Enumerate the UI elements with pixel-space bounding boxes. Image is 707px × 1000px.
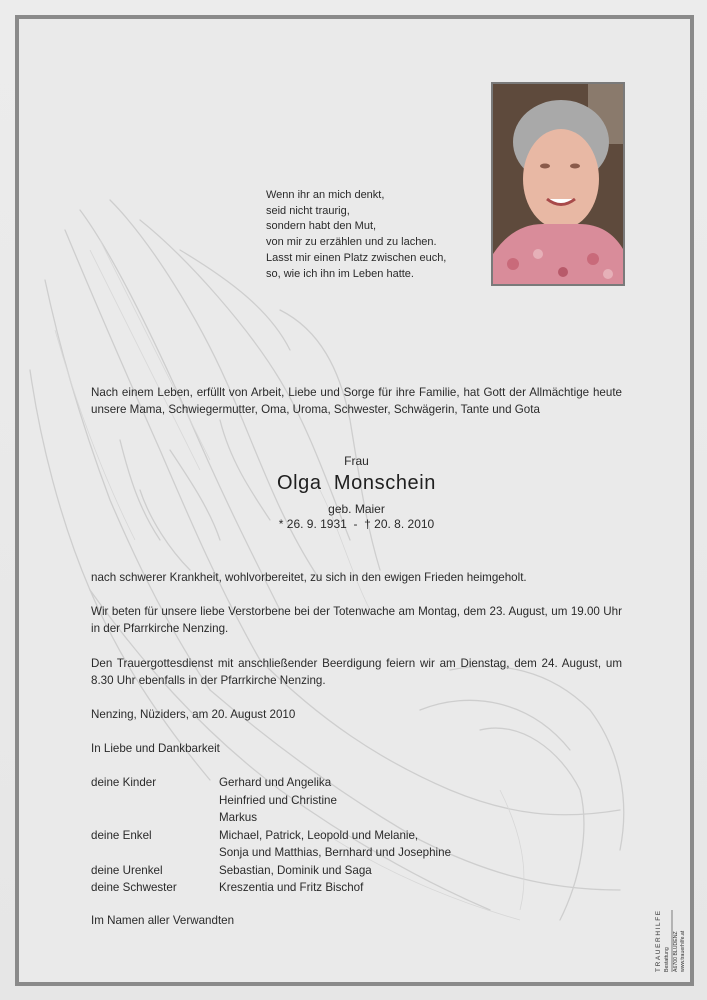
mourner-names: Michael, Patrick, Leopold und Melanie,: [219, 828, 419, 842]
funeral-text: Den Trauergottesdienst mit anschließender Beerdigung feiern wir am Dienstag, dem 24. August, um 8.30 Uhr ebenfalls in der Pfarrkirche Nenzing.: [91, 657, 622, 687]
mourner-relation: [91, 792, 219, 810]
mourner-names: Markus: [219, 811, 258, 824]
brand-sub: Bestattung: [664, 947, 670, 972]
mourner-relation: deine Kinder: [91, 776, 157, 789]
life-dates: * 26. 9. 1931 - † 20. 8. 2010: [278, 517, 435, 531]
brand-name: TRAUERHILFE: [655, 909, 662, 972]
wake-text: Wir beten für unsere liebe Verstorbene bei der Totenwache am Montag, dem 23. August, um 19.00 Uhr in der Pfarrkirche Nenzing.: [91, 605, 622, 635]
poem-line: seid nicht traurig,: [266, 204, 350, 217]
love-line: In Liebe und Dankbarkeit: [91, 742, 220, 755]
mourner-names: Kreszentia und Fritz Bischof: [219, 881, 364, 894]
mourners-list: [91, 774, 451, 897]
poem: [266, 188, 476, 282]
poem-line: so, wie ich ihn im Leben hatte.: [266, 267, 414, 280]
brand-address: A6700 BLUDENZ: [673, 931, 679, 972]
poem-line: von mir zu erzählen und zu lachen.: [266, 236, 437, 249]
mourner-row: [91, 774, 451, 792]
portrait-photo: [491, 82, 625, 286]
birth-name: geb. Maier: [328, 502, 385, 516]
passing-text: nach schwerer Krankheit, wohlvorbereitet, zu sich in den ewigen Frieden heimgeholt.: [91, 571, 527, 584]
mourner-relation: deine Urenkel: [91, 863, 163, 877]
mourner-names: Gerhard und Angelika: [219, 776, 332, 789]
mourner-row: [91, 879, 451, 897]
poem-line: Lasst mir einen Platz zwischen euch,: [266, 251, 447, 264]
salutation: Frau: [344, 454, 369, 468]
poem-line: sondern habt den Mut,: [266, 220, 377, 233]
intro-text: Nach einem Leben, erfüllt von Arbeit, Liebe und Sorge für ihre Familie, hat Gott der Allmächtige heute unsere Mama, Schwiegermutter, Oma, Uroma, Schwester, Schwägerin, Tante und Gota: [91, 386, 622, 416]
mourner-relation: [91, 809, 219, 827]
funeral-home-logo: [650, 870, 686, 974]
mourner-relation: deine Schwester: [91, 881, 177, 894]
mourner-row: [91, 809, 451, 827]
mourner-names: Sonja und Matthias, Bernhard und Josephine: [219, 846, 452, 859]
mourner-relation: deine Enkel: [91, 828, 152, 842]
mourner-names: Heinfried und Christine: [219, 793, 337, 807]
mourner-row: [91, 827, 451, 845]
mourner-row: [91, 792, 451, 810]
place-date: Nenzing, Nüziders, am 20. August 2010: [91, 708, 296, 721]
mourner-row: [91, 844, 451, 862]
mourner-names: Sebastian, Dominik und Saga: [219, 863, 372, 877]
closing-line: Im Namen aller Verwandten: [91, 914, 235, 927]
mourner-row: [91, 862, 451, 880]
mourner-relation: [91, 844, 219, 862]
poem-line: Wenn ihr an mich denkt,: [266, 189, 385, 201]
deceased-name: Olga Monschein: [276, 472, 437, 494]
brand-web: www.trauerhilfe.at: [680, 930, 686, 972]
